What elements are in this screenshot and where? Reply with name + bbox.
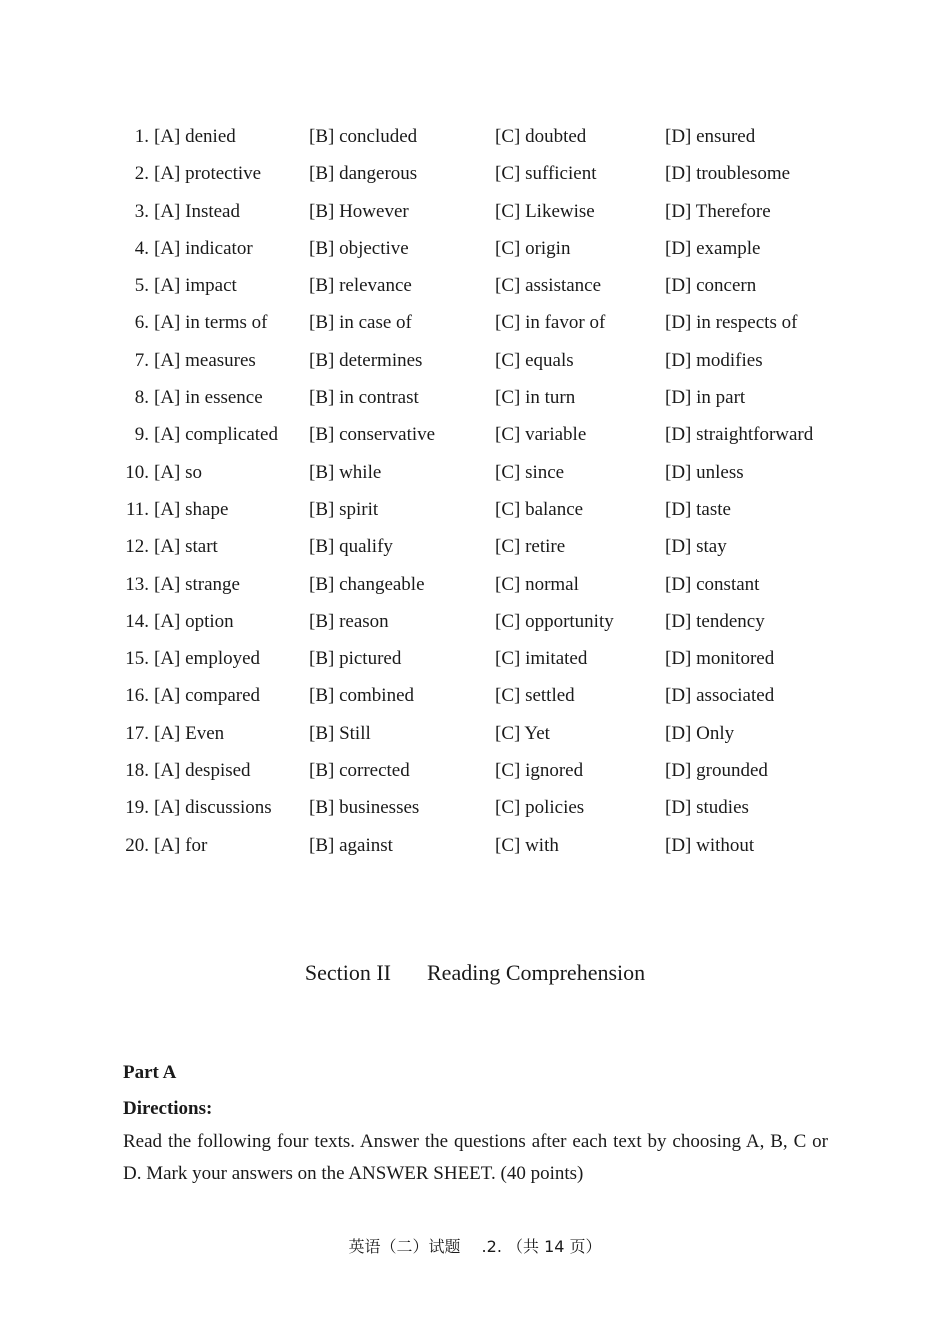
- option-b: [B] relevance: [309, 275, 412, 297]
- option-d: [D] taste: [665, 498, 731, 520]
- option-d: [D] modifies: [665, 349, 763, 371]
- question-row: [0, 348, 950, 385]
- option-a: [A] protective: [154, 163, 262, 185]
- option-c: [C] opportunity: [495, 610, 614, 632]
- question-row: [0, 161, 950, 198]
- option-b: [B] dangerous: [309, 163, 418, 185]
- question-row: [0, 833, 950, 870]
- option-d: [D] example: [665, 237, 761, 259]
- question-row: [0, 310, 950, 347]
- option-b: [B] while: [309, 461, 382, 483]
- question-number: 16.: [125, 685, 149, 707]
- question-row: [0, 199, 950, 236]
- option-d: [D] troublesome: [665, 163, 791, 185]
- option-b: [B] corrected: [309, 760, 410, 782]
- option-d: [D] in respects of: [665, 312, 798, 334]
- option-c: [C] settled: [495, 685, 575, 707]
- option-a: [A] shape: [154, 498, 229, 520]
- question-row: [0, 124, 950, 161]
- question-row: [0, 721, 950, 758]
- option-b: [B] spirit: [309, 498, 379, 520]
- option-a: [A] employed: [154, 648, 261, 670]
- option-a: [A] strange: [154, 573, 240, 595]
- question-number: 13.: [125, 573, 149, 595]
- option-b: [B] pictured: [309, 648, 402, 670]
- option-d: [D] stay: [665, 536, 727, 558]
- option-c: [C] origin: [495, 237, 571, 259]
- question-number: 14.: [125, 610, 149, 632]
- option-d: [D] unless: [665, 461, 744, 483]
- question-number: 19.: [125, 797, 149, 819]
- option-d: [D] monitored: [665, 648, 775, 670]
- section-title: Reading Comprehension: [427, 960, 646, 985]
- option-a: [A] for: [154, 834, 208, 856]
- option-b: [B] Still: [309, 722, 371, 744]
- part-title: Part A: [123, 1062, 177, 1083]
- option-b: [B] objective: [309, 237, 409, 259]
- option-d: [D] grounded: [665, 760, 768, 782]
- question-row: [0, 460, 950, 497]
- option-c: [C] policies: [495, 797, 585, 819]
- option-c: [C] retire: [495, 536, 566, 558]
- question-number: 8.: [134, 387, 149, 409]
- option-a: [A] in terms of: [154, 312, 268, 334]
- option-a: [A] compared: [154, 685, 261, 707]
- option-b: [B] businesses: [309, 797, 420, 819]
- option-a: [A] impact: [154, 275, 237, 297]
- option-b: [B] determines: [309, 349, 423, 371]
- option-a: [A] option: [154, 610, 234, 632]
- question-row: [0, 236, 950, 273]
- option-c: [C] variable: [495, 424, 587, 446]
- option-b: [B] reason: [309, 610, 389, 632]
- question-row: [0, 683, 950, 720]
- option-c: [C] in favor of: [495, 312, 606, 334]
- cloze-options-list: [0, 124, 950, 870]
- option-d: [D] Therefore: [665, 200, 771, 222]
- question-row: [0, 273, 950, 310]
- option-c: [C] doubted: [495, 126, 587, 147]
- question-row: [0, 422, 950, 459]
- question-row: [0, 609, 950, 646]
- option-c: [C] Likewise: [495, 200, 595, 222]
- option-a: [A] discussions: [154, 797, 272, 819]
- question-number: 18.: [125, 760, 149, 782]
- option-a: [A] indicator: [154, 237, 253, 259]
- option-a: [A] denied: [154, 126, 236, 147]
- option-a: [A] so: [154, 461, 203, 483]
- option-c: [C] with: [495, 834, 559, 856]
- question-number: 10.: [125, 461, 149, 483]
- option-b: [B] conservative: [309, 424, 436, 446]
- option-c: [C] since: [495, 461, 565, 483]
- option-c: [C] ignored: [495, 760, 584, 782]
- question-number: 9.: [134, 424, 149, 446]
- option-c: [C] imitated: [495, 648, 588, 670]
- question-row: [0, 385, 950, 422]
- option-d: [D] tendency: [665, 610, 765, 632]
- directions-text: Read the following four texts. Answer the questions after each text by choosing A, B, C or D. Mark your answers on the ANSWER SHEET. (40 points): [123, 1131, 828, 1184]
- option-b: [B] combined: [309, 685, 415, 707]
- option-b: [B] against: [309, 834, 393, 856]
- question-number: 12.: [125, 536, 149, 558]
- option-d: [D] ensured: [665, 126, 756, 147]
- directions-label: Directions:: [123, 1098, 213, 1119]
- option-b: [B] concluded: [309, 126, 418, 147]
- option-c: [C] assistance: [495, 275, 602, 297]
- question-row: [0, 572, 950, 609]
- option-b: [B] qualify: [309, 536, 393, 558]
- option-a: [A] Even: [154, 722, 225, 744]
- question-number: 11.: [125, 498, 149, 520]
- option-d: [D] associated: [665, 685, 775, 707]
- question-number: 1.: [134, 126, 149, 147]
- option-a: [A] measures: [154, 349, 256, 371]
- question-row: [0, 758, 950, 795]
- question-number: 6.: [134, 312, 149, 334]
- question-number: 20.: [125, 834, 149, 856]
- option-d: [D] in part: [665, 387, 746, 409]
- option-a: [A] in essence: [154, 387, 263, 409]
- question-number: 3.: [134, 200, 149, 222]
- question-row: [0, 534, 950, 571]
- option-d: [D] straightforward: [665, 424, 814, 446]
- option-a: [A] start: [154, 536, 218, 558]
- question-number: 17.: [125, 722, 149, 744]
- question-number: 15.: [125, 648, 149, 670]
- question-row: [0, 795, 950, 832]
- page-footer: 英语（二）试题 .2. （共 14 页）: [348, 1237, 602, 1256]
- option-c: [C] normal: [495, 573, 579, 595]
- question-number: 4.: [134, 237, 149, 259]
- option-a: [A] Instead: [154, 200, 240, 222]
- option-b: [B] changeable: [309, 573, 425, 595]
- question-number: 5.: [134, 275, 149, 297]
- option-a: [A] despised: [154, 760, 251, 782]
- option-c: [C] sufficient: [495, 163, 597, 185]
- option-c: [C] equals: [495, 349, 574, 371]
- option-c: [C] Yet: [495, 722, 550, 744]
- option-b: [B] However: [309, 200, 409, 222]
- option-b: [B] in case of: [309, 312, 412, 334]
- option-c: [C] balance: [495, 498, 584, 520]
- option-d: [D] Only: [665, 722, 735, 744]
- option-d: [D] studies: [665, 797, 749, 819]
- option-d: [D] constant: [665, 573, 760, 595]
- question-number: 7.: [134, 349, 149, 371]
- section-heading: [0, 958, 950, 988]
- question-row: [0, 497, 950, 534]
- question-number: 2.: [134, 163, 149, 185]
- question-row: [0, 646, 950, 683]
- option-d: [D] concern: [665, 275, 757, 297]
- option-a: [A] complicated: [154, 424, 278, 446]
- option-c: [C] in turn: [495, 387, 576, 409]
- option-b: [B] in contrast: [309, 387, 419, 409]
- section-label: Section II: [304, 960, 391, 985]
- option-d: [D] without: [665, 834, 755, 856]
